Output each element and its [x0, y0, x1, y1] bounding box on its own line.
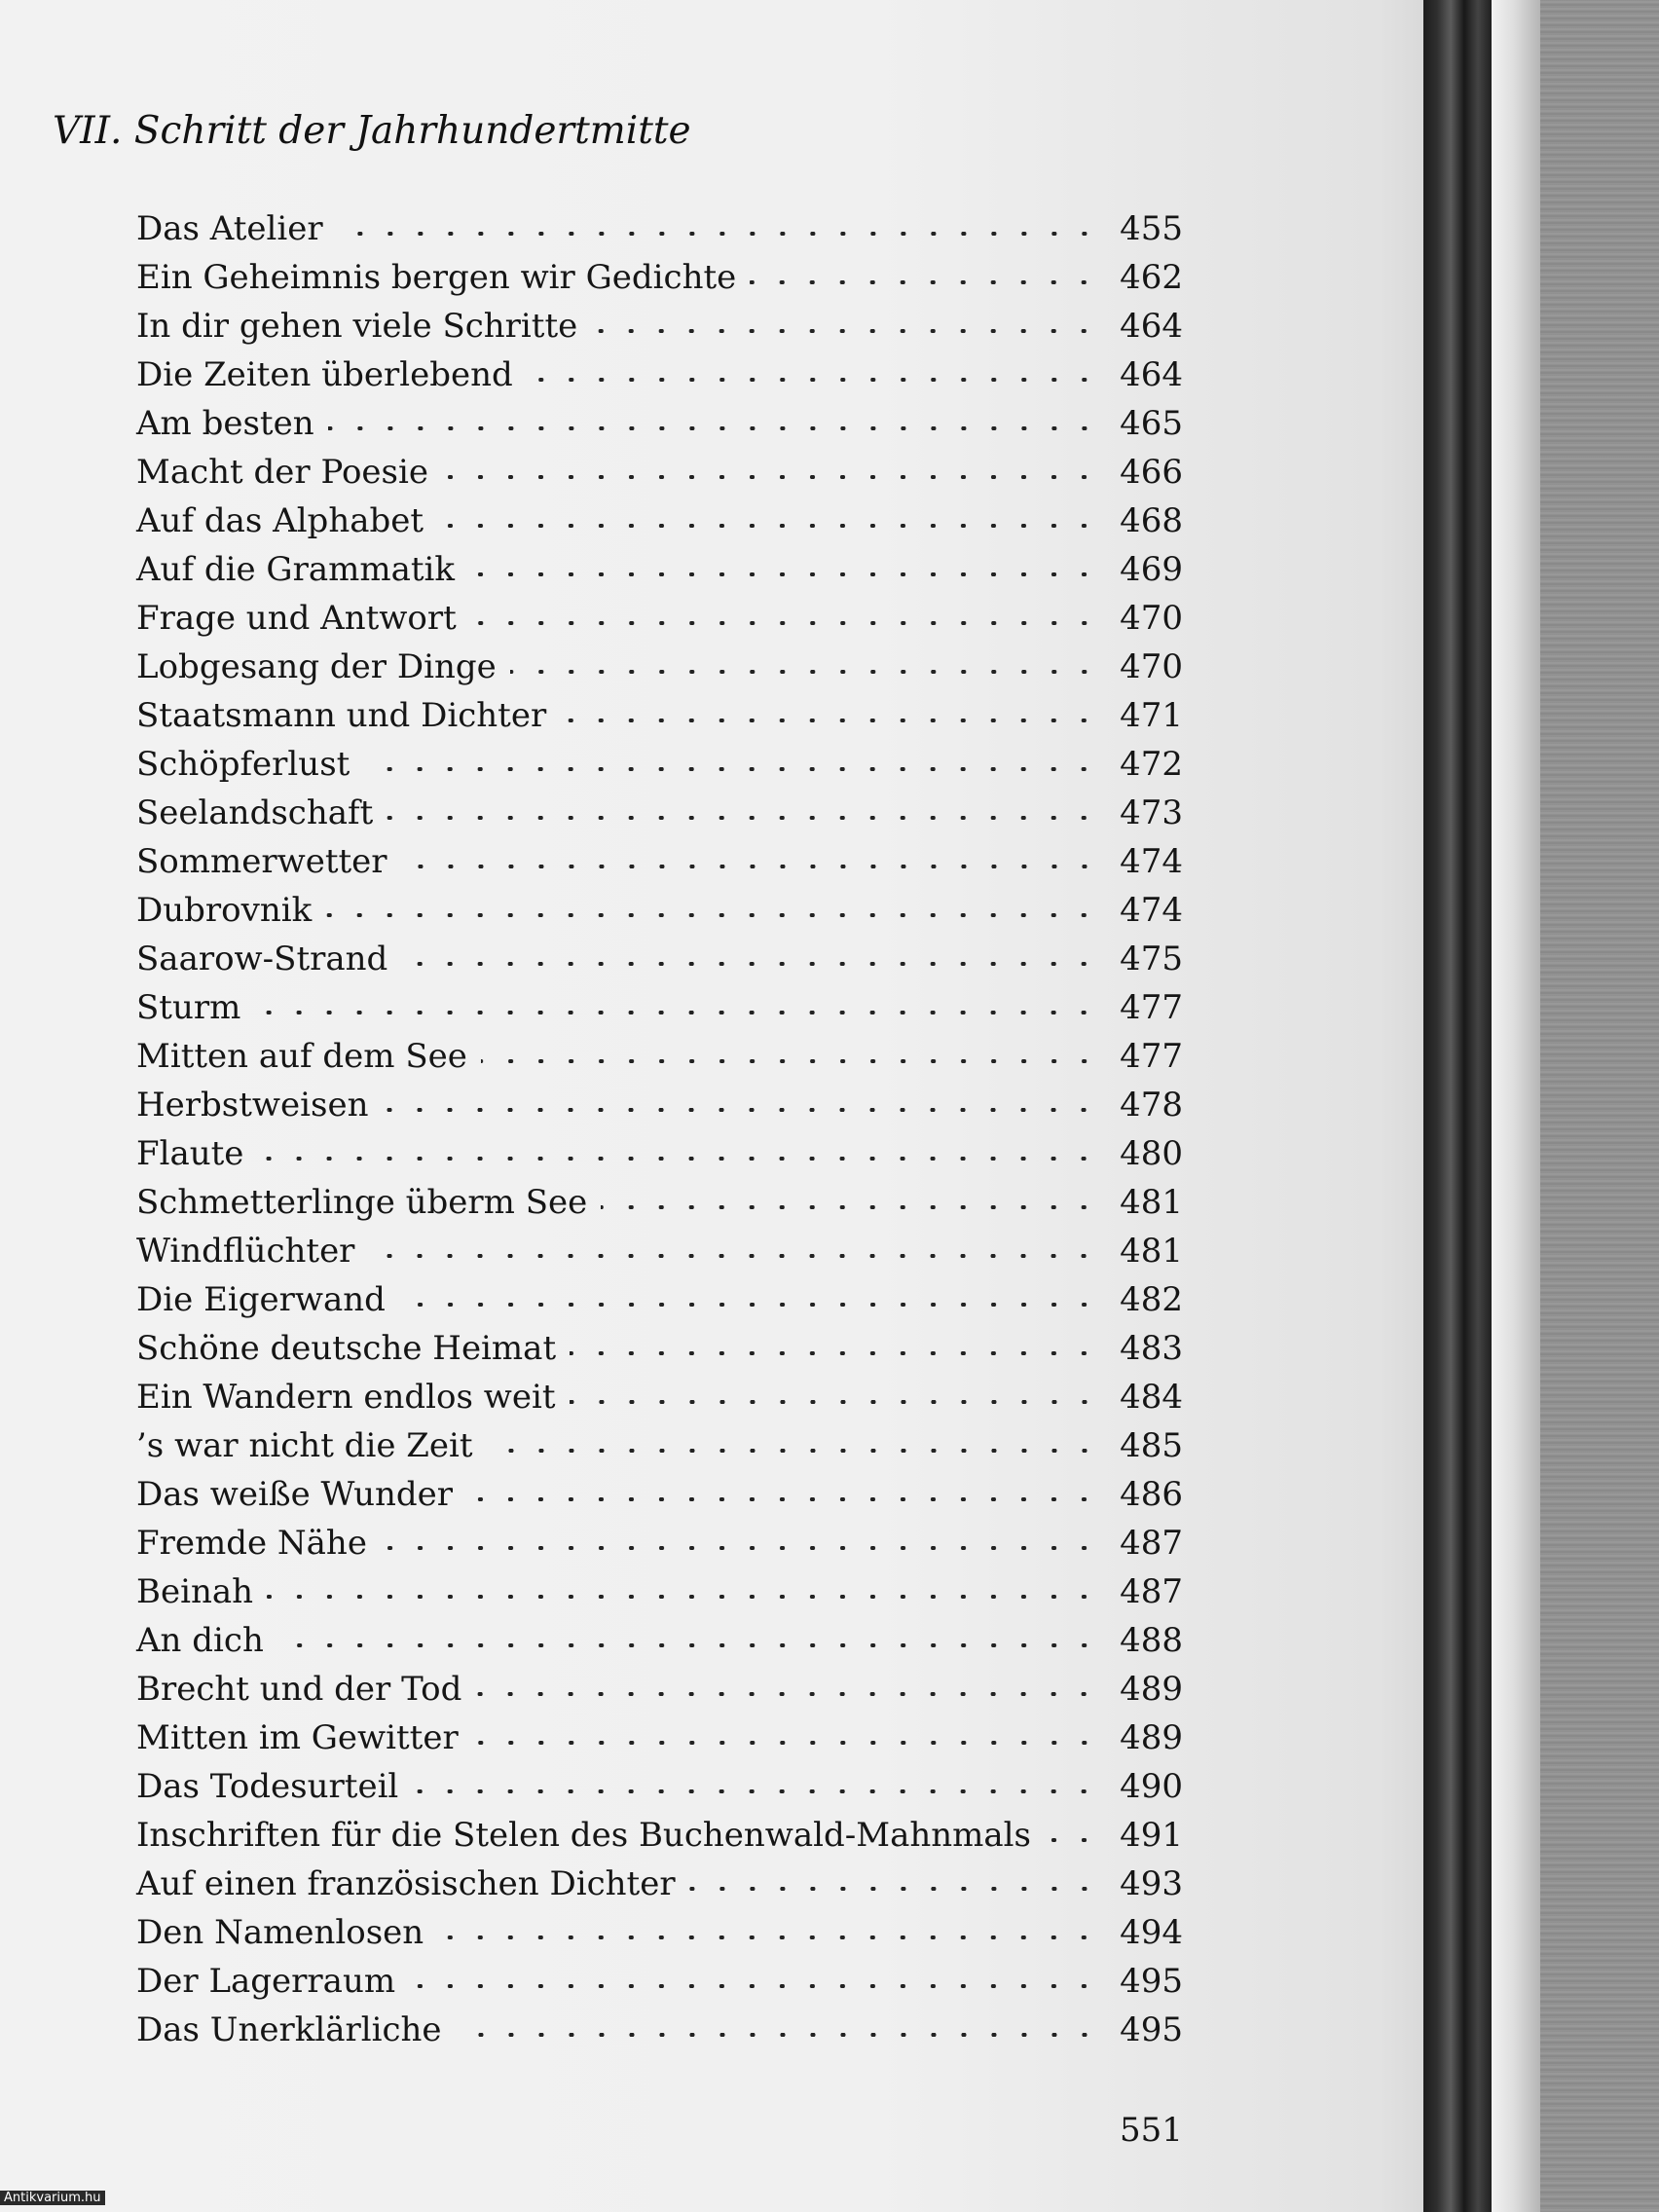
toc-entry [136, 1134, 1183, 1183]
toc-entry [136, 1183, 1183, 1232]
entry-title: Sturm [136, 988, 241, 1027]
entry-title: Das Unerklärliche [136, 2010, 442, 2049]
dot-leader [409, 1984, 1099, 1988]
dot-leader [468, 572, 1099, 576]
entry-title: Ein Wandern endlos weit [136, 1378, 556, 1417]
toc-entry [136, 453, 1183, 501]
entry-page-number: 474 [1120, 891, 1183, 930]
entry-page-number: 481 [1120, 1183, 1183, 1222]
entry-page-number: 469 [1120, 550, 1183, 589]
entry-page-number: 489 [1120, 1670, 1183, 1709]
entry-page-number: 477 [1120, 1037, 1183, 1076]
entry-title: Beinah [136, 1572, 254, 1611]
entry-page-number: 471 [1120, 696, 1183, 735]
entry-title: Am besten [136, 404, 314, 443]
dot-leader [466, 1497, 1099, 1501]
dot-leader [412, 1789, 1099, 1793]
entry-title: Das Todesurteil [136, 1767, 399, 1806]
entry-title: Der Lagerraum [136, 1962, 396, 2001]
entry-page-number: 481 [1120, 1232, 1183, 1271]
toc-entry [136, 355, 1183, 404]
entry-page-number: 465 [1120, 404, 1183, 443]
entry-title: An dich [136, 1621, 264, 1660]
entry-page-number: 466 [1120, 453, 1183, 492]
toc-entry [136, 258, 1183, 307]
entry-page-number: 484 [1120, 1378, 1183, 1417]
dot-leader [570, 1351, 1099, 1355]
entry-page-number: 464 [1120, 355, 1183, 394]
entry-title: Das Atelier [136, 209, 323, 248]
entry-page-number: 464 [1120, 307, 1183, 346]
entry-title: Herbstweisen [136, 1086, 369, 1124]
entry-title: Die Zeiten überlebend [136, 355, 513, 394]
entry-page-number: 487 [1120, 1572, 1183, 1611]
entry-page-number: 495 [1120, 2010, 1183, 2049]
dot-leader [601, 1205, 1099, 1209]
toc-entry [136, 2010, 1183, 2059]
entry-title: Saarow-Strand [136, 940, 388, 978]
dot-leader [325, 913, 1099, 917]
entry-title: Dubrovnik [136, 891, 313, 930]
dot-leader [472, 1741, 1099, 1745]
toc-entry [136, 1426, 1183, 1475]
entry-title: Windflüchter [136, 1232, 355, 1271]
entry-page-number: 470 [1120, 599, 1183, 638]
toc-entry [136, 1329, 1183, 1378]
toc-entry [136, 1232, 1183, 1280]
dot-leader [442, 475, 1099, 479]
entry-title: Sommerwetter [136, 842, 387, 881]
dot-leader [337, 232, 1099, 236]
entry-title: Schöpferlust [136, 745, 350, 784]
toc-entry [136, 1475, 1183, 1524]
dot-leader [560, 719, 1099, 722]
entry-title: Lobgesang der Dinge [136, 647, 497, 686]
entry-page-number: 455 [1120, 209, 1183, 248]
book-spine-edge [1492, 0, 1540, 2212]
dot-leader [277, 1643, 1099, 1647]
entry-title: Macht der Poesie [136, 453, 428, 492]
toc-entry [136, 1913, 1183, 1962]
dot-leader [368, 1254, 1099, 1258]
entry-title: Den Namenlosen [136, 1913, 424, 1952]
entry-page-number: 495 [1120, 1962, 1183, 2001]
dot-leader [750, 280, 1099, 284]
entry-title: Frage und Antwort [136, 599, 457, 638]
entry-title: Auf die Grammatik [136, 550, 455, 589]
entry-title: Mitten im Gewitter [136, 1718, 459, 1757]
entry-page-number: 482 [1120, 1280, 1183, 1319]
dot-leader [456, 2033, 1099, 2037]
toc-entry [136, 745, 1183, 793]
entry-page-number: 478 [1120, 1086, 1183, 1124]
toc-entry [136, 1864, 1183, 1913]
toc-entry [136, 793, 1183, 842]
dot-leader [487, 1449, 1099, 1453]
toc-entry [136, 1572, 1183, 1621]
toc-entry [136, 647, 1183, 696]
dot-leader [527, 378, 1099, 382]
page-number: 551 [1120, 2111, 1183, 2150]
entry-page-number: 486 [1120, 1475, 1183, 1514]
dot-leader [381, 1546, 1099, 1550]
section-title: VII. Schritt der Jahrhundertmitte [53, 109, 691, 153]
dot-leader [470, 621, 1099, 625]
toc-entry [136, 404, 1183, 453]
toc-entry [136, 1670, 1183, 1718]
entry-page-number: 475 [1120, 940, 1183, 978]
entry-page-number: 489 [1120, 1718, 1183, 1757]
toc-entry [136, 1962, 1183, 2010]
toc-entry [136, 891, 1183, 940]
entry-title: Auf einen französischen Dichter [136, 1864, 676, 1903]
toc-entry [136, 209, 1183, 258]
toc-entry [136, 696, 1183, 745]
entry-page-number: 477 [1120, 988, 1183, 1027]
dot-leader [399, 1303, 1099, 1307]
dot-leader [1045, 1838, 1099, 1842]
dot-leader [437, 1936, 1099, 1939]
entry-page-number: 483 [1120, 1329, 1183, 1368]
toc-entry [136, 1816, 1183, 1864]
dot-leader [387, 816, 1099, 820]
entry-title: Das weiße Wunder [136, 1475, 454, 1514]
toc-entry [136, 599, 1183, 647]
entry-title: Schöne deutsche Heimat [136, 1329, 557, 1368]
entry-title: Inschriften für die Stelen des Buchenwald-Mahnmals [136, 1816, 1031, 1855]
entry-title: Ein Geheimnis bergen wir Gedichte [136, 258, 737, 297]
entry-page-number: 480 [1120, 1134, 1183, 1173]
dot-leader [267, 1595, 1099, 1599]
toc-entry [136, 1037, 1183, 1086]
dot-leader [591, 329, 1099, 333]
entry-page-number: 470 [1120, 647, 1183, 686]
entry-page-number: 485 [1120, 1426, 1183, 1465]
dot-leader [481, 1059, 1099, 1063]
dot-leader [401, 962, 1099, 966]
dot-leader [257, 1157, 1099, 1161]
entry-page-number: 494 [1120, 1913, 1183, 1952]
entry-title: Schmetterlinge überm See [136, 1183, 588, 1222]
dot-leader [570, 1400, 1099, 1404]
toc-entry [136, 1524, 1183, 1572]
dot-leader [437, 524, 1099, 528]
toc-entry [136, 1086, 1183, 1134]
toc-entry [136, 842, 1183, 891]
toc-entry [136, 307, 1183, 355]
toc-entry [136, 1718, 1183, 1767]
entry-title: Fremde Nähe [136, 1524, 367, 1563]
entry-title: Brecht und der Tod [136, 1670, 462, 1709]
dot-leader [382, 1108, 1099, 1112]
entry-title: Mitten auf dem See [136, 1037, 467, 1076]
dot-leader [254, 1011, 1099, 1014]
entry-title: ’s war nicht die Zeit [136, 1426, 473, 1465]
dot-leader [689, 1887, 1099, 1891]
entry-page-number: 487 [1120, 1524, 1183, 1563]
entry-page-number: 490 [1120, 1767, 1183, 1806]
toc-entry [136, 988, 1183, 1037]
dot-leader [363, 767, 1099, 771]
entry-page-number: 491 [1120, 1816, 1183, 1855]
toc-entry [136, 1280, 1183, 1329]
toc-entry [136, 940, 1183, 988]
table-of-contents [136, 209, 1183, 2059]
toc-entry [136, 1378, 1183, 1426]
entry-page-number: 468 [1120, 501, 1183, 540]
watermark: Antikvarium.hu [0, 2191, 105, 2205]
entry-page-number: 462 [1120, 258, 1183, 297]
book-cover-edge [1423, 0, 1492, 2212]
entry-page-number: 473 [1120, 793, 1183, 832]
entry-page-number: 493 [1120, 1864, 1183, 1903]
dot-leader [401, 865, 1099, 868]
entry-title: Die Eigerwand [136, 1280, 386, 1319]
dot-leader [510, 670, 1099, 674]
entry-title: Staatsmann und Dichter [136, 696, 547, 735]
entry-page-number: 474 [1120, 842, 1183, 881]
toc-entry [136, 1767, 1183, 1816]
entry-title: Flaute [136, 1134, 244, 1173]
dot-leader [328, 426, 1099, 430]
toc-entry [136, 550, 1183, 599]
entry-page-number: 472 [1120, 745, 1183, 784]
toc-entry [136, 501, 1183, 550]
dot-leader [475, 1692, 1099, 1696]
toc-entry [136, 1621, 1183, 1670]
entry-title: In dir gehen viele Schritte [136, 307, 578, 346]
entry-title: Seelandschaft [136, 793, 374, 832]
entry-page-number: 488 [1120, 1621, 1183, 1660]
entry-title: Auf das Alphabet [136, 501, 424, 540]
